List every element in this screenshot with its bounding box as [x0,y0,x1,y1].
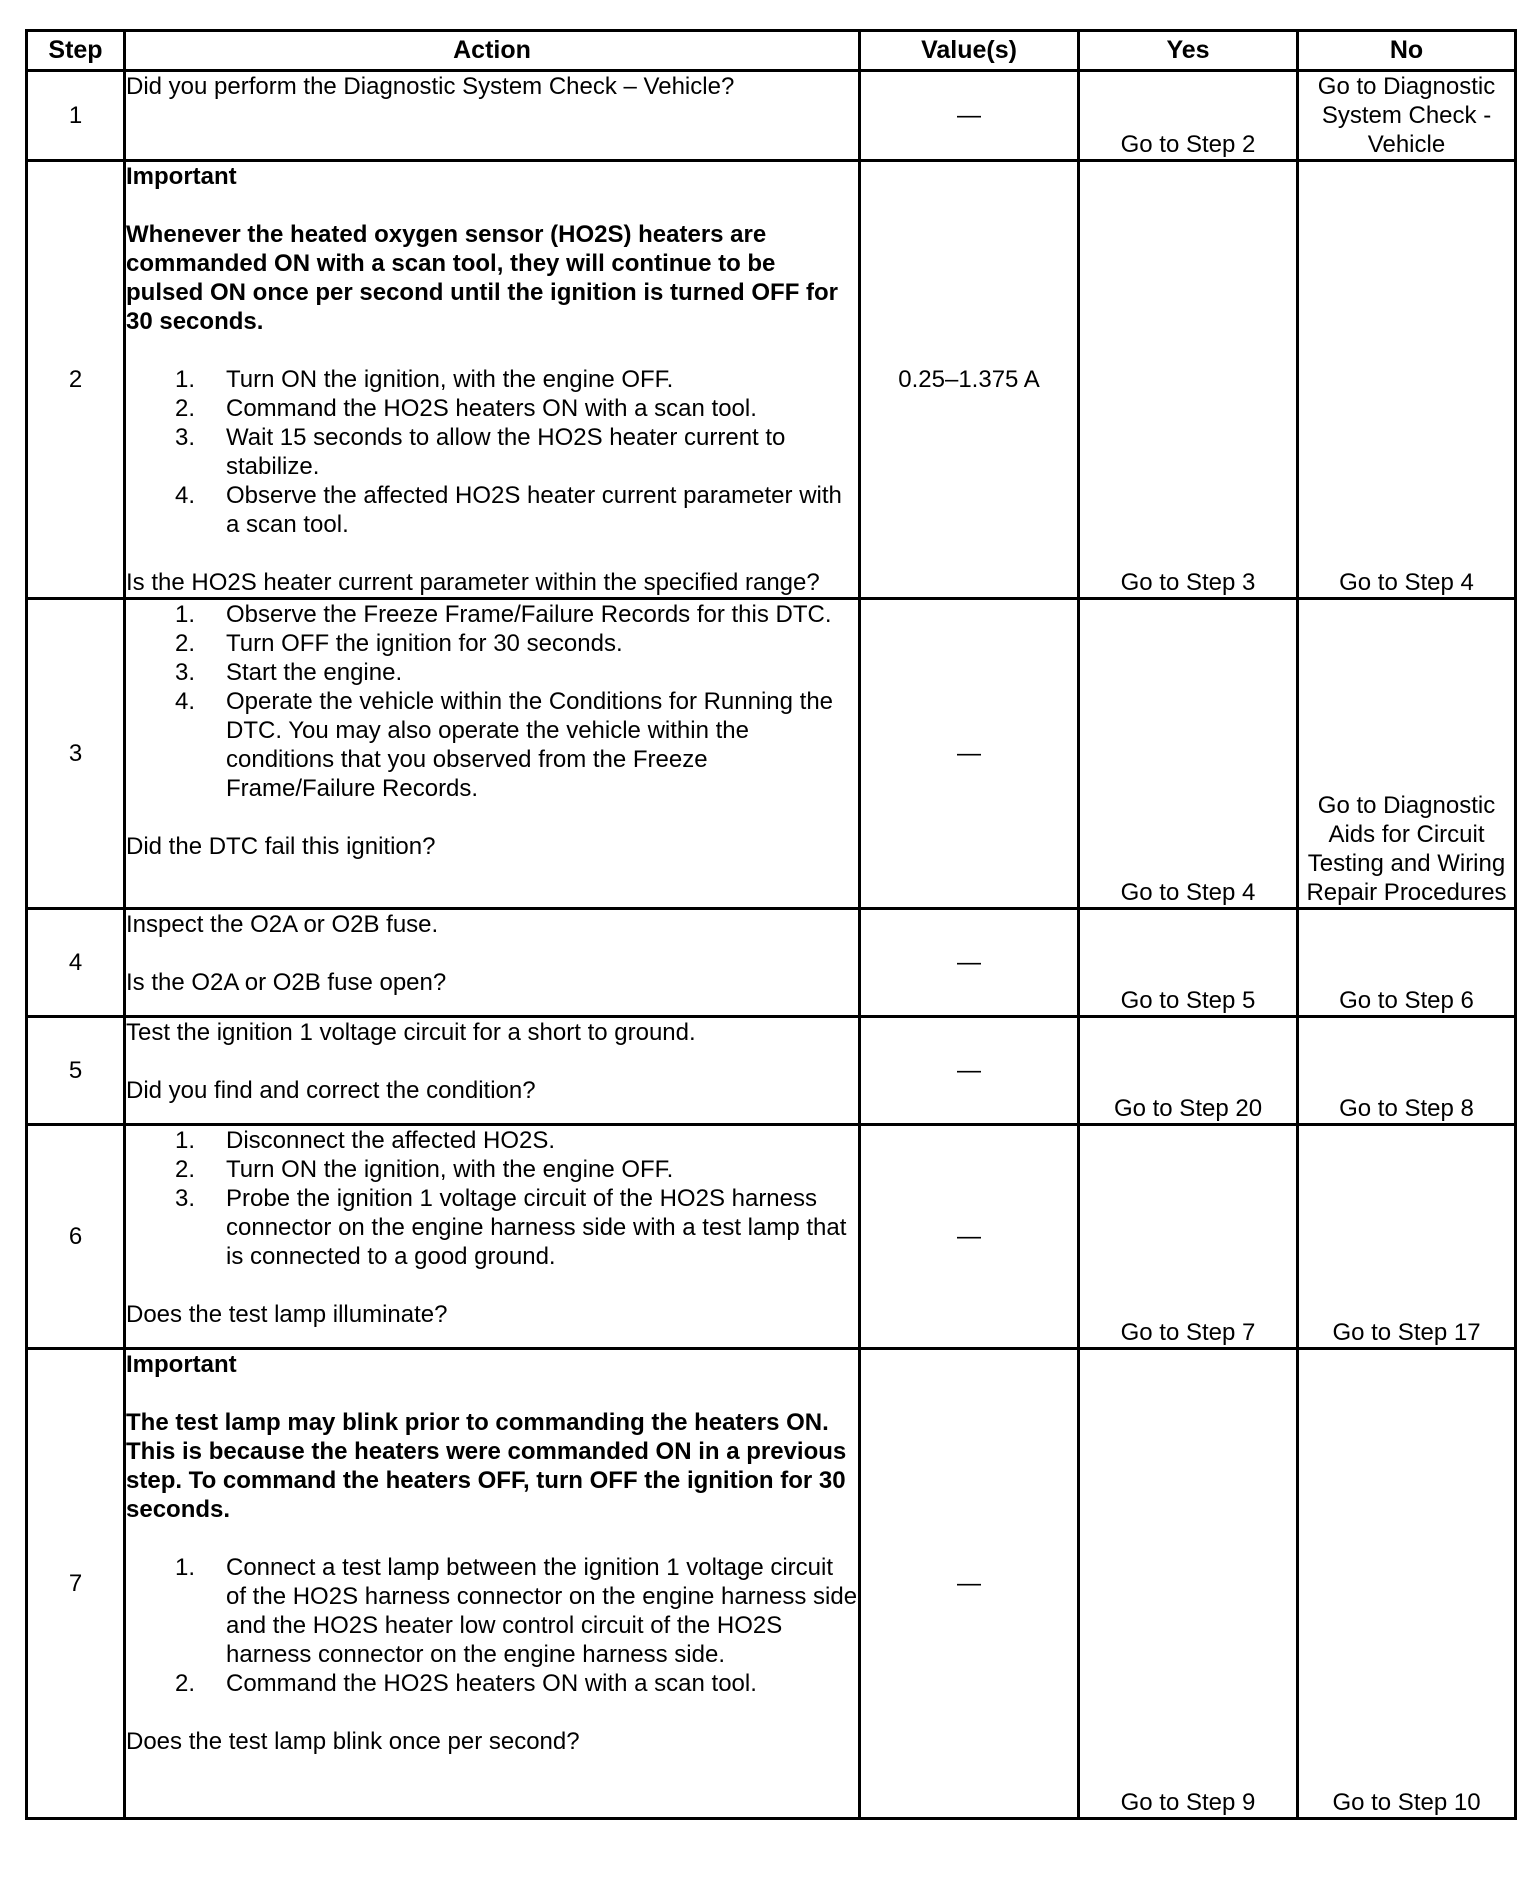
procedure-list [126,1553,858,1698]
important-text: Whenever the heated oxygen sensor (HO2S) heaters are commanded ON with a scan tool, they will continue to be pulsed ON once per second until the ignition is turned OFF for 30 seconds. [126,221,839,335]
yes-cell: Go to Step 7 [1079,1125,1298,1349]
step-number: 4 [27,909,125,1017]
value-cell: 0.25–1.375 A [860,161,1079,599]
procedure-step: 2. Command the HO2S heaters ON with a scan tool. [175,1670,757,1697]
no-cell: Go to Step 8 [1298,1017,1516,1125]
action-text: Test the ignition 1 voltage circuit for a short to ground. [126,1019,696,1046]
yes-cell: Go to Step 3 [1079,161,1298,599]
question-text: Did you find and correct the condition? [126,1077,536,1104]
yes-cell: Go to Step 20 [1079,1017,1298,1125]
value-cell: — [860,909,1079,1017]
table-row [27,1125,1516,1349]
step-number: 5 [27,1017,125,1125]
table-row [27,1017,1516,1125]
table-row [27,71,1516,161]
table-row [27,599,1516,909]
header-values: Value(s) [860,31,1079,71]
procedure-step: 4. Operate the vehicle within the Conditions for Running the DTC. You may also operate the vehicle within the conditions that you observed from the Freeze Frame/Failure Records. [175,688,834,802]
procedure-list [126,1126,858,1271]
yes-cell: Go to Step 5 [1079,909,1298,1017]
action-cell [125,1125,860,1349]
value-cell: — [860,599,1079,909]
action-cell [125,161,860,599]
value-cell: — [860,71,1079,161]
step-number: 1 [27,71,125,161]
step-number: 7 [27,1349,125,1819]
table-row [27,909,1516,1017]
table-row [27,1349,1516,1819]
question-text: Did the DTC fail this ignition? [126,833,436,860]
no-cell: Go to Step 17 [1298,1125,1516,1349]
yes-cell: Go to Step 9 [1079,1349,1298,1819]
header-no: No [1298,31,1516,71]
procedure-step: 3. Wait 15 seconds to allow the HO2S heater current to stabilize. [175,424,786,480]
value-cell: — [860,1125,1079,1349]
action-cell [125,1017,860,1125]
procedure-list [126,365,858,539]
procedure-step: 3. Start the engine. [175,659,403,686]
no-cell: Go to Diagnostic System Check - Vehicle [1298,71,1516,161]
question-text: Does the test lamp illuminate? [126,1301,448,1328]
yes-cell: Go to Step 2 [1079,71,1298,161]
procedure-list [126,600,858,803]
important-text: The test lamp may blink prior to commanding the heaters ON. This is because the heaters were commanded ON in a previous step. To command the heaters OFF, turn OFF the ignition for 30 seconds. [126,1409,847,1523]
header-action: Action [125,31,860,71]
value-cell: — [860,1017,1079,1125]
table-row [27,161,1516,599]
procedure-step: 1. Observe the Freeze Frame/Failure Records for this DTC. [175,601,832,628]
procedure-step: 4. Observe the affected HO2S heater current parameter with a scan tool. [175,482,842,538]
action-cell [125,71,860,161]
value-cell: — [860,1349,1079,1819]
yes-cell: Go to Step 4 [1079,599,1298,909]
procedure-step: 1. Connect a test lamp between the ignition 1 voltage circuit of the HO2S harness connector on the engine harness side and the HO2S heater low control circuit of the HO2S harness connector on the engine harness side. [175,1554,858,1668]
no-cell: Go to Step 6 [1298,909,1516,1017]
question-text: Is the HO2S heater current parameter within the specified range? [126,569,820,596]
procedure-step: 2. Turn ON the ignition, with the engine OFF. [175,1156,674,1183]
procedure-step: 2. Command the HO2S heaters ON with a scan tool. [175,395,757,422]
header-row [27,31,1516,71]
action-cell [125,1349,860,1819]
action-cell [125,599,860,909]
procedure-step: 1. Turn ON the ignition, with the engine OFF. [175,366,674,393]
no-cell: Go to Step 4 [1298,161,1516,599]
no-cell: Go to Step 10 [1298,1349,1516,1819]
action-text: Did you perform the Diagnostic System Check – Vehicle? [126,73,735,100]
procedure-step: 3. Probe the ignition 1 voltage circuit of the HO2S harness connector on the engine harness side with a test lamp that is connected to a good ground. [175,1185,847,1270]
action-text: Inspect the O2A or O2B fuse. [126,911,439,938]
question-text: Does the test lamp blink once per second? [126,1728,580,1755]
header-yes: Yes [1079,31,1298,71]
important-title: Important [126,163,237,190]
no-cell: Go to Diagnostic Aids for Circuit Testing and Wiring Repair Procedures [1298,599,1516,909]
procedure-step: 2. Turn OFF the ignition for 30 seconds. [175,630,623,657]
important-title: Important [126,1351,237,1378]
step-number: 2 [27,161,125,599]
procedure-step: 1. Disconnect the affected HO2S. [175,1127,556,1154]
step-number: 6 [27,1125,125,1349]
diagnostic-table [25,29,1517,1820]
header-step: Step [27,31,125,71]
action-cell [125,909,860,1017]
question-text: Is the O2A or O2B fuse open? [126,969,447,996]
step-number: 3 [27,599,125,909]
